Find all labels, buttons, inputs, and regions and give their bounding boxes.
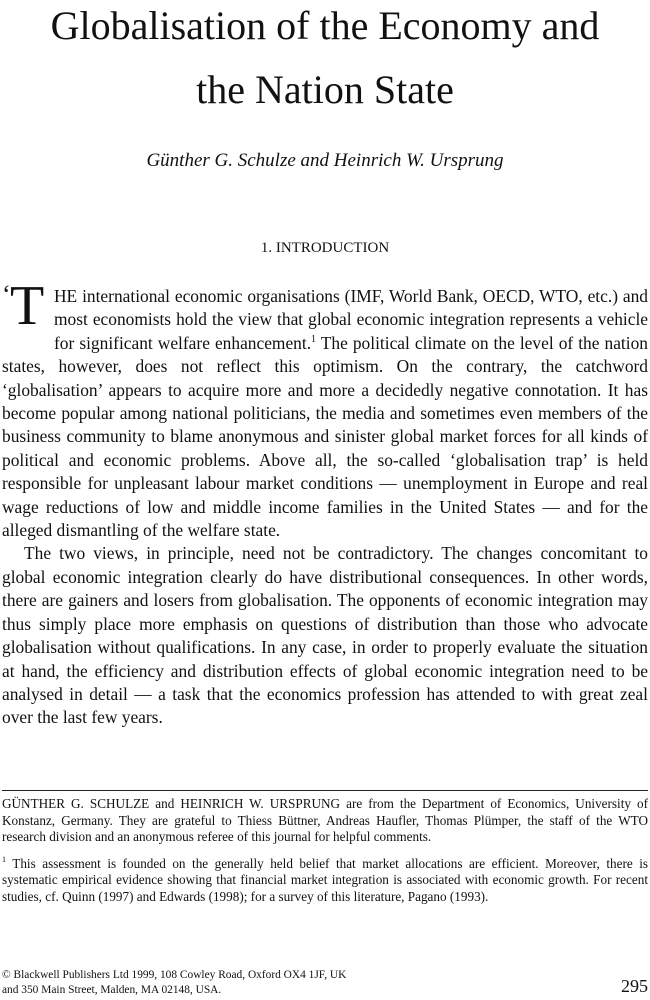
footnote-1 [2, 856, 648, 906]
article-authors: Günther G. Schulze and Heinrich W. Ursprung [146, 150, 504, 171]
drop-cap [2, 275, 48, 337]
footnote-ref-1: 1 [311, 333, 317, 345]
footnote-divider [2, 790, 648, 791]
article-title [0, 0, 650, 122]
drop-cap-quote: ‘ [2, 280, 11, 309]
footnote-1-mark: 1 [2, 854, 6, 864]
paragraph-1-text-a: HE international economic organisations (IMF, World Bank, OECD, WTO, etc.) and most economists hold the view that global economic integration represents a vehicle for significant welfare enhancement. [54, 286, 648, 353]
paragraph-1 [2, 275, 648, 542]
footnote-1-text: This assessment is founded on the generally held belief that market allocations are efficient. Moreover, there is systematic empirical evidence showing that financial market integration is associated with economic growth. For recent studies, cf. Quinn (1997) and Edwards (1998); for a survey of this literature, Pagano (1993). [2, 855, 648, 904]
copyright-notice [2, 968, 422, 997]
footnotes [2, 796, 648, 906]
paragraph-1-text-b: The political climate on the level of the nation states, however, does not reflect this optimism. On the contrary, the catchword ‘globalisation’ appears to acquire more and more a decidedly negative connotation. It has become popular among national politicians, the media and sometimes even members of the business community to blame anonymous and sinister global market forces for all kinds of political and economic problems. Above all, the so-called ‘globalisation trap’ is held responsible for unpleasant labour market conditions — unemployment in Europe and real wage reductions of low and middle income families in the United States — and for the alleged dismantling of the welfare state. [2, 332, 648, 541]
copyright-line-1: © Blackwell Publishers Ltd 1999, 108 Cowley Road, Oxford OX4 1JF, UK [2, 969, 347, 981]
copyright-line-2: and 350 Main Street, Malden, MA 02148, USA. [2, 983, 222, 996]
title-line-1: Globalisation of the Economy and [50, 3, 600, 48]
page-number: 295 [621, 976, 648, 996]
drop-cap-letter: T [10, 275, 45, 337]
section-heading: 1. INTRODUCTION [260, 240, 390, 256]
article-body [2, 275, 648, 730]
title-line-2: the Nation State [196, 67, 454, 112]
author-note: GÜNTHER G. SCHULZE and HEINRICH W. URSPRUNG are from the Department of Economics, University of Konstanz, Germany. They are grateful to Thiess Büttner, Andreas Haufler, Thomas Plümper, the staff of the WTO research division and an anonymous referee of this journal for helpful comments. [2, 796, 648, 845]
paragraph-2: The two views, in principle, need not be contradictory. The changes concomitant to global economic integration clearly do have distributional consequences. In other words, there are gainers and losers from globalisation. The opponents of economic integration may thus simply place more emphasis on questions of distribution than those who advocate globalisation without qualifications. In any case, in order to properly evaluate the situation at hand, the efficiency and distribution effects of global economic integration need to be analysed in detail — a task that the economics profession has attended to with great zeal over the last few years. [2, 543, 648, 728]
